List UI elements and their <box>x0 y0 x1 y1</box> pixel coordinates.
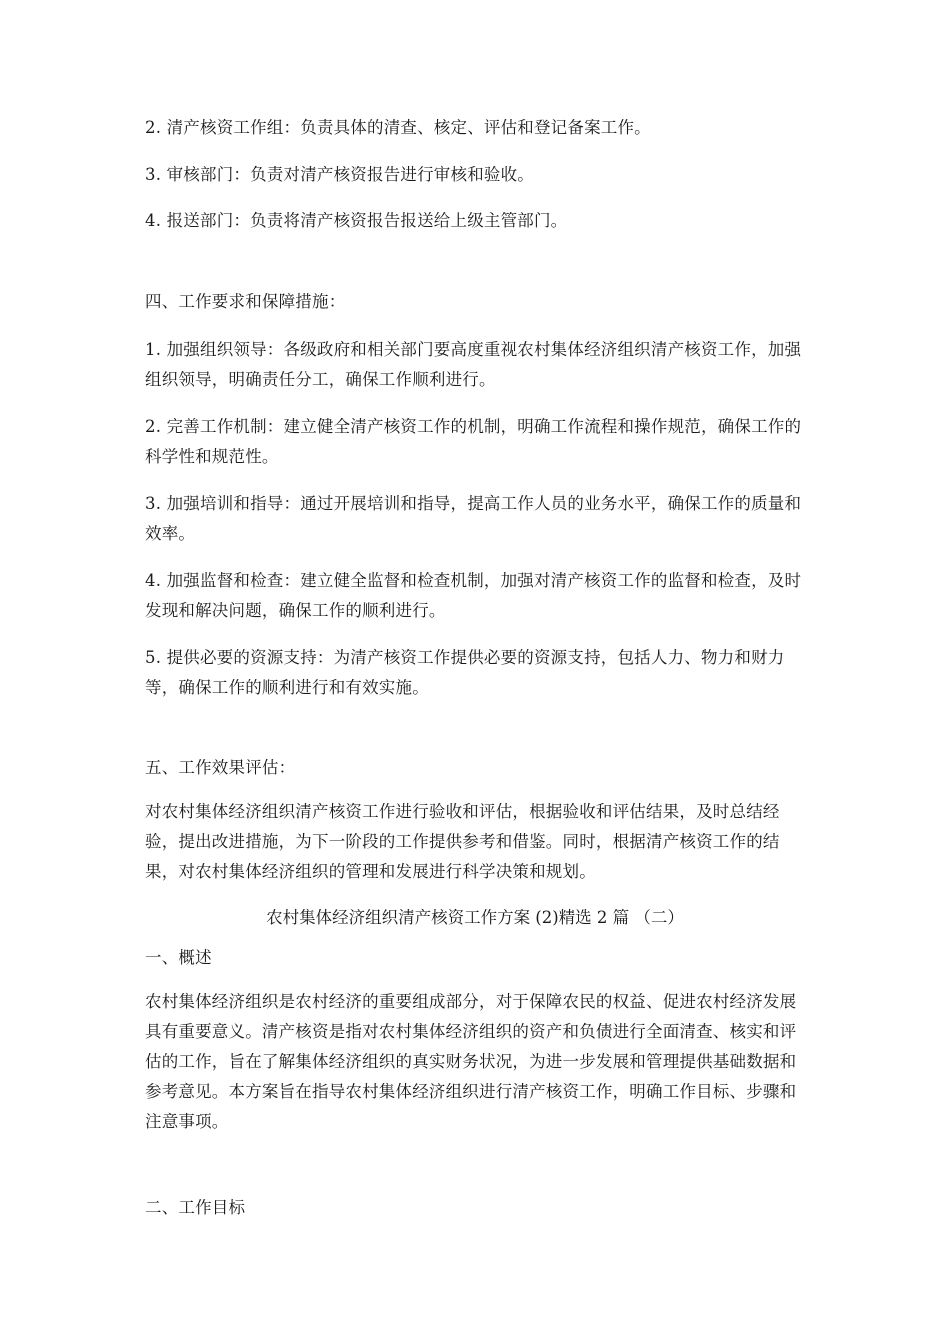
section5-body: 对农村集体经济组织清产核资工作进行验收和评估，根据验收和评估结果，及时总结经验，提出改进措施，为下一阶段的工作提供参考和借鉴。同时，根据清产核资工作的结果，对农村集体经济组织的管理和发展进行科学决策和规划。 <box>145 802 780 881</box>
section4-item-3: 3. 加强培训和指导：通过开展培训和指导，提高工作人员的业务水平，确保工作的质量和效率。 <box>145 494 802 543</box>
section5-heading: 五、工作效果评估： <box>145 758 296 777</box>
section4-item-5: 5. 提供必要的资源支持：为清产核资工作提供必要的资源支持，包括人力、物力和财力等，确保工作的顺利进行和有效实施。 <box>145 648 785 697</box>
section3-item-4: 4. 报送部门：负责将清产核资报告报送给上级主管部门。 <box>145 211 568 230</box>
section4-item-1: 1. 加强组织领导：各级政府和相关部门要高度重视农村集体经济组织清产核资工作，加强组织领导，明确责任分工，确保工作顺利进行。 <box>145 340 802 389</box>
second-document-title: 农村集体经济组织清产核资工作方案 (2)精选 2 篇 （二） <box>266 908 684 927</box>
goal-heading: 二、工作目标 <box>145 1198 246 1217</box>
section3-item-2: 2. 清产核资工作组：负责具体的清查、核定、评估和登记备案工作。 <box>145 118 651 137</box>
section4-item-4: 4. 加强监督和检查：建立健全监督和检查机制，加强对清产核资工作的监督和检查，及时发现和解决问题，确保工作的顺利进行。 <box>145 571 802 620</box>
section4-item-2: 2. 完善工作机制：建立健全清产核资工作的机制，明确工作流程和操作规范，确保工作的科学性和规范性。 <box>145 417 802 466</box>
section4-heading: 四、工作要求和保障措施： <box>145 292 346 311</box>
section3-item-3: 3. 审核部门：负责对清产核资报告进行审核和验收。 <box>145 165 534 184</box>
overview-heading: 一、概述 <box>145 948 212 967</box>
overview-body: 农村集体经济组织是农村经济的重要组成部分，对于保障农民的权益、促进农村经济发展具有重要意义。清产核资是指对农村集体经济组织的资产和负债进行全面清查、核实和评估的工作，旨在了解集体经济组织的真实财务状况，为进一步发展和管理提供基础数据和参考意见。本方案旨在指导农村集体经济组织进行清产核资工作，明确工作目标、步骤和注意事项。 <box>145 992 797 1131</box>
